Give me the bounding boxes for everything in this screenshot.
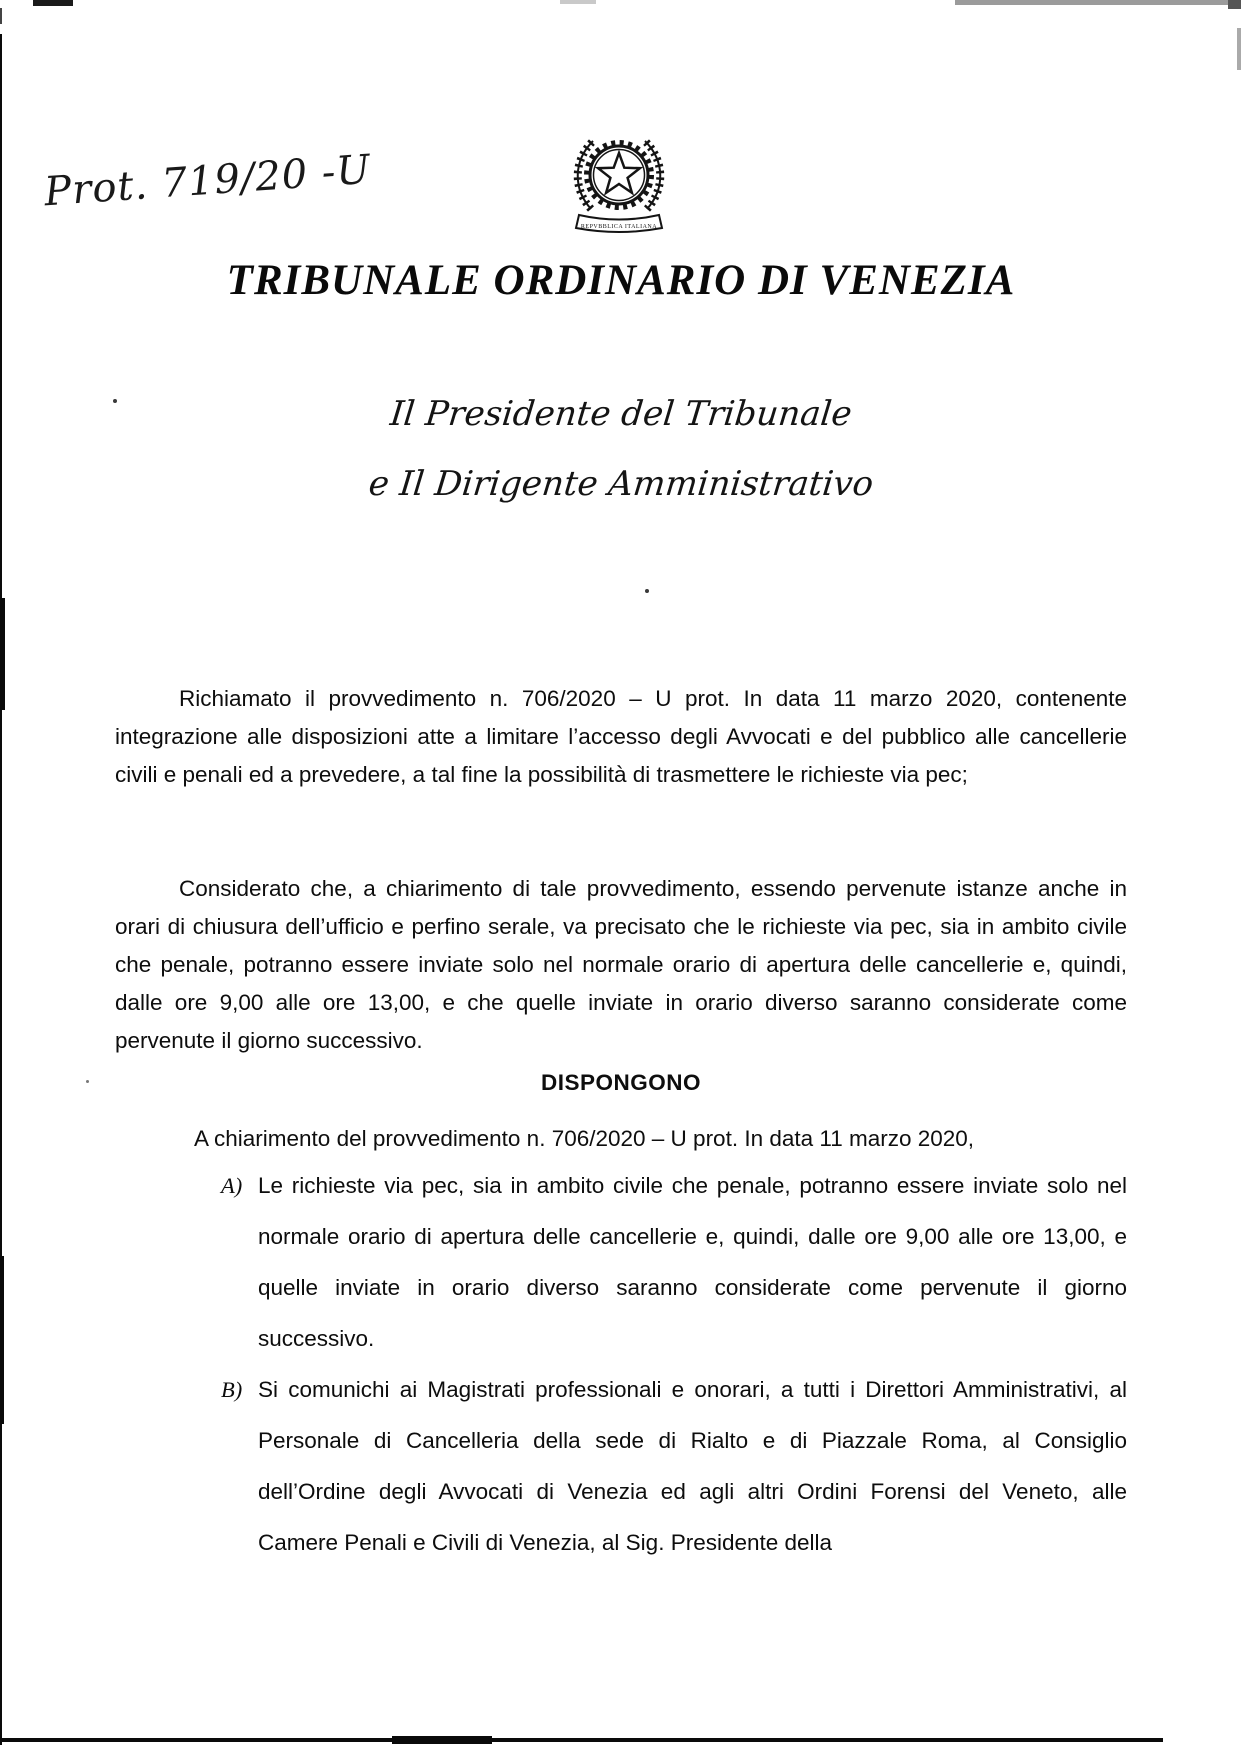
paragraph-considerato: Considerato che, a chiarimento di tale provvedimento, essendo pervenute istanze anche in orari di chiusura dell’ufficio e perfino serale, va precisato che le richieste via pec, sia in ambito civile che penale, potranno essere inviate solo nel normale orario di apertura delle cancellerie e, quindi, dalle ore 9,00 alle ore 13,00, e che quelle inviate in orario diverso saranno considerate come pervenute il giorno successivo.	[115, 876, 1127, 1053]
scan-artifact-left-edge-top	[0, 8, 2, 24]
protocol-note-handwritten: Prot. 719/20 -U	[42, 146, 373, 216]
list-item-a-label: A)	[221, 1173, 243, 1198]
scan-artifact-top-center	[560, 0, 596, 4]
heading-dispongono: DISPONGONO	[540, 1070, 702, 1095]
list-item-b-label: B)	[221, 1377, 243, 1402]
scan-artifact-top-right-corner	[1228, 0, 1241, 9]
list-item-b-text: Si comunichi ai Magistrati professionali e onorari, a tutti i Direttori Amministrativi, al Personale di Cancelleria della sede di Rialto e di Piazzale Roma, al Consiglio dell’Ordine degli Avvocati di Venezia ed agli altri Ordini Forensi del Veneto, alle Camere Penali e Civili di Venezia, al Sig. Presidente della	[258, 1377, 1127, 1555]
scan-artifact-top-right	[955, 0, 1241, 5]
list-item-a	[221, 1160, 1127, 1364]
paragraph-richiamato: Richiamato il provvedimento n. 706/2020 – U prot. In data 11 marzo 2020, contenente integrazione alle disposizioni atte a limitare l’accesso degli Avvocati e del pubblico alle cancellerie civili e penali ed a prevedere, a tal fine la possibilità di trasmettere le richieste via pec;	[115, 686, 1127, 787]
provisions-list	[221, 1160, 1127, 1568]
scan-artifact-top-left	[33, 0, 73, 6]
list-item-a-text: Le richieste via pec, sia in ambito civile che penale, potranno essere inviate solo nel normale orario di apertura delle cancellerie e, quindi, dalle ore 9,00 alle ore 13,00, e quelle inviate in orario diverso saranno considerate come pervenute il giorno successivo.	[258, 1173, 1127, 1351]
document-title: TRIBUNALE ORDINARIO DI VENEZIA	[226, 257, 1016, 304]
scan-artifact-bottom-edge-thick	[392, 1736, 492, 1744]
intro-line: A chiarimento del provvedimento n. 706/2020 – U prot. In data 11 marzo 2020,	[194, 1126, 975, 1151]
scan-artifact-left-edge-thick	[0, 1256, 4, 1424]
scan-speck	[86, 1080, 89, 1083]
republic-emblem-icon	[561, 127, 677, 239]
subtitle-president: Il Presidente del Tribunale	[388, 394, 854, 434]
scan-artifact-left-edge-thick	[0, 598, 5, 710]
list-item-b	[221, 1364, 1127, 1568]
scan-artifact-left-edge	[0, 34, 2, 1745]
scan-speck	[645, 589, 649, 593]
scan-artifact-right-edge	[1237, 28, 1241, 70]
emblem-banner-label: REPVBBLICA ITALIANA	[580, 224, 658, 230]
subtitle-director: e Il Dirigente Amministrativo	[366, 464, 876, 504]
scan-artifact-bottom-edge	[0, 1738, 1163, 1742]
emblem-graphic	[576, 141, 662, 232]
